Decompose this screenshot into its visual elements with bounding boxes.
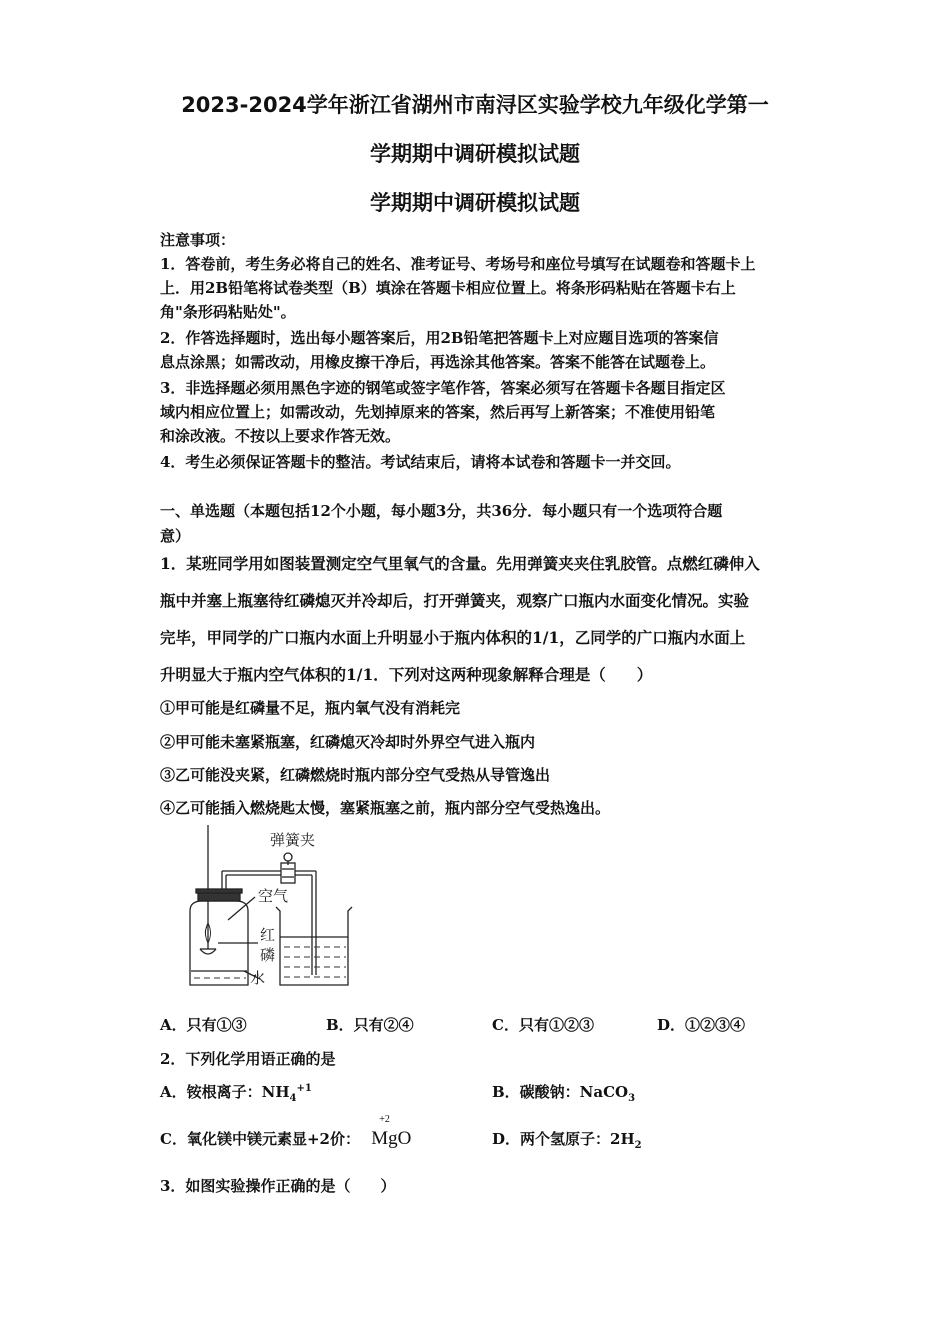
q2-option-d-sub: 2 (634, 1140, 642, 1151)
q1-statement-4: ④乙可能插入燃烧匙太慢，塞紧瓶塞之前，瓶内部分空气受热逸出。 (160, 799, 611, 817)
q1-statement-2: ②甲可能未塞紧瓶塞，红磷熄灭冷却时外界空气进入瓶内 (160, 733, 536, 751)
notice-line: 域内相应位置上；如需改动，先划掉原来的答案，然后再写上新答案；不准使用铅笔 (160, 403, 716, 421)
title-line-2: 学期期中调研模拟试题 (370, 142, 580, 166)
q2-option-d-text: D．两个氢原子：2H (492, 1130, 635, 1148)
q1-option-a: A．只有①③ (160, 1016, 247, 1034)
red-phosphorus-label-2: 磷 (260, 946, 276, 964)
q2-option-d (492, 1128, 642, 1151)
q1-stem-line: 瓶中并塞上瓶塞待红磷熄灭并冷却后，打开弹簧夹，观察广口瓶内水面变化情况。实验 (160, 591, 750, 610)
q2-option-c (160, 1114, 412, 1150)
q2-option-a-text: A．铵根离子：NH (160, 1083, 290, 1101)
q1-option-b: B．只有②④ (326, 1016, 414, 1034)
q2-option-b (492, 1081, 635, 1104)
title-line-1: 2023-2024学年浙江省湖州市南浔区实验学校九年级化学第一 (181, 93, 769, 117)
q1-apparatus-figure (178, 825, 388, 995)
q1-stem-line: 升明显大于瓶内空气体积的1/1．下列对这两种现象解释合理是（ ） (160, 665, 653, 684)
q2-option-b-sub: 3 (628, 1093, 636, 1104)
notice-line: 1．答卷前，考生务必将自己的姓名、准考证号、考场号和座位号填写在试题卷和答题卡上 (160, 255, 756, 273)
q2-option-a (160, 1081, 312, 1104)
air-label: 空气 (258, 887, 289, 905)
notice-line: 上．用2B铅笔将试卷类型（B）填涂在答题卡相应位置上。将条形码粘贴在答题卡右上 (160, 279, 736, 297)
notice-line: 2．作答选择题时，选出每小题答案后，用2B铅笔把答题卡上对应题目选项的答案信 (160, 329, 719, 347)
water-label: 水 (250, 969, 266, 987)
notice-line: 4．考生必须保证答题卡的整洁。考试结束后，请将本试卷和答题卡一并交回。 (160, 453, 681, 471)
q3-stem: 3．如图实验操作正确的是（ ） (160, 1177, 396, 1195)
q2-stem: 2．下列化学用语正确的是 (160, 1050, 336, 1068)
q2-option-c-text: C．氧化镁中镁元素显+2价： (160, 1130, 360, 1148)
q1-statement-1: ①甲可能是红磷量不足，瓶内氧气没有消耗完 (160, 699, 461, 717)
q1-option-c: C．只有①②③ (492, 1016, 594, 1034)
notice-heading: 注意事项： (160, 231, 236, 249)
q2-option-a-sup: +1 (296, 1083, 312, 1094)
notice-line: 3．非选择题必须用黑色字迹的钢笔或签字笔作答，答案必须写在答题卡各题目指定区 (160, 379, 726, 397)
q2-option-c-mgo: MgO (371, 1128, 412, 1149)
q2-option-b-text: B．碳酸钠：NaCO (492, 1083, 629, 1101)
q2-option-a-sub: 4 (289, 1093, 297, 1104)
title-line-3: 学期期中调研模拟试题 (370, 191, 580, 215)
notice-line: 和涂改液。不按以上要求作答无效。 (160, 427, 401, 445)
clip-label: 弹簧夹 (270, 831, 316, 849)
notice-line: 角"条形码粘贴处"。 (160, 303, 296, 321)
q2-option-c-valence: +2 (379, 1114, 390, 1125)
q2-option-c-formula (371, 1114, 412, 1149)
q1-stem-line: 1．某班同学用如图装置测定空气里氧气的含量。先用弹簧夹夹住乳胶管。点燃红磷伸入 (160, 554, 760, 573)
q1-stem-line: 完毕，甲同学的广口瓶内水面上升明显小于瓶内体积的1/1，乙同学的广口瓶内水面上 (160, 628, 746, 647)
q1-option-d: D．①②③④ (657, 1016, 746, 1034)
section-heading: 一、单选题（本题包括12个小题，每小题3分，共36分．每小题只有一个选项符合题 (160, 502, 723, 520)
q1-statement-3: ③乙可能没夹紧，红磷燃烧时瓶内部分空气受热从导管逸出 (160, 766, 551, 784)
section-heading-cont: 意） (160, 527, 191, 545)
red-phosphorus-label-1: 红 (260, 926, 276, 944)
notice-line: 息点涂黑；如需改动，用橡皮擦干净后，再选涂其他答案。答案不能答在试题卷上。 (160, 353, 716, 371)
